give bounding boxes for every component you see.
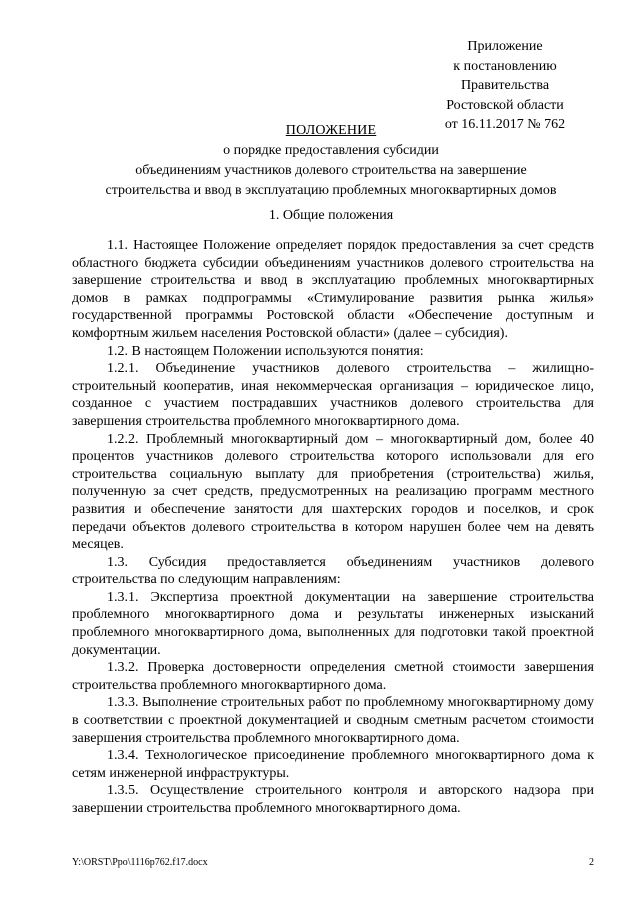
paragraph-1-2-1: 1.2.1. Объединение участников долевого строительства – жилищно-строительный кооператив, иная некоммерческая организация – юридическое лицо, созданное с участием пострадавших участников долевого строительства для завершения строительства проблемного многоквартирного дома. xyxy=(72,361,594,429)
document-title: ПОЛОЖЕНИЕ xyxy=(285,123,377,138)
document-title-block xyxy=(60,121,602,201)
header-line: Ростовской области xyxy=(446,97,564,113)
header-line: от 16.11.2017 № 762 xyxy=(444,117,566,132)
subtitle-line: объединениям участников долевого строительства на завершение xyxy=(135,163,527,178)
paragraph-1-3-2: 1.3.2. Проверка достоверности определения сметной стоимости завершения строительства проблемного многоквартирного дома. xyxy=(72,660,594,693)
paragraph-1-1: 1.1. Настоящее Положение определяет порядок предоставления за счет средств областного бюджета субсидии объединениям участников долевого строительства на завершение строительства и ввод в эксплуатацию проблемных многоквартирных домов в рамках подпрограммы «Стимулирование развития рынка жилья» государственной программы Ростовской области «Обеспечение доступным и комфортным жильем населения Ростовской области» (далее – субсидия). xyxy=(72,238,594,341)
paragraph-1-3-4: 1.3.4. Технологическое присоединение проблемного многоквартирного дома к сетям инженерной инфраструктуры. xyxy=(72,748,594,781)
header-line: Правительства xyxy=(460,78,550,93)
header-line: Приложение xyxy=(467,39,543,54)
approval-header xyxy=(415,37,595,135)
file-path: Y:\ORST\Ppo\1116p762.f17.docx xyxy=(72,857,208,868)
paragraph-1-2-2: 1.2.2. Проблемный многоквартирный дом – многоквартирный дом, более 40 процентов участников долевого строительства которого использовали для его строительства социальную выплату для приобретения (строительства) жилья, полученную за счет средств, предусмотренных на реализацию программ местного развития и обеспечение занятости для шахтерских городов и поселков, и срок передачи объектов долевого строительства в котором нарушен более чем на девять месяцев. xyxy=(72,431,594,553)
paragraph-1-3: 1.3. Субсидия предоставляется объединениям участников долевого строительства по следующим направлениям: xyxy=(72,554,594,588)
document-body xyxy=(72,237,594,818)
paragraph-1-3-1: 1.3.1. Экспертиза проектной документации на завершение строительства проблемного многоквартирного дома и результаты инженерных изысканий проблемного многоквартирного дома, выполненных для подготовки такой проектной документации. xyxy=(72,589,594,658)
page-number: 2 xyxy=(589,857,594,868)
paragraph-1-3-5: 1.3.5. Осуществление строительного контроля и авторского надзора при завершении строительства проблемного многоквартирного дома. xyxy=(72,783,594,816)
paragraph-1-2: 1.2. В настоящем Положении используются понятия: xyxy=(107,343,424,359)
section-heading: 1. Общие положения xyxy=(268,208,394,223)
subtitle-line: строительства и ввод в эксплуатацию проблемных многоквартирных домов xyxy=(105,183,557,198)
header-line: к постановлению xyxy=(453,58,557,74)
paragraph-1-3-3: 1.3.3. Выполнение строительных работ по проблемному многоквартирному дому в соответствии с проектной документацией и сводным сметным расчетом стоимости завершения строительства проблемного многоквартирного дома. xyxy=(72,695,594,746)
subtitle-line: о порядке предоставления субсидии xyxy=(223,143,439,158)
